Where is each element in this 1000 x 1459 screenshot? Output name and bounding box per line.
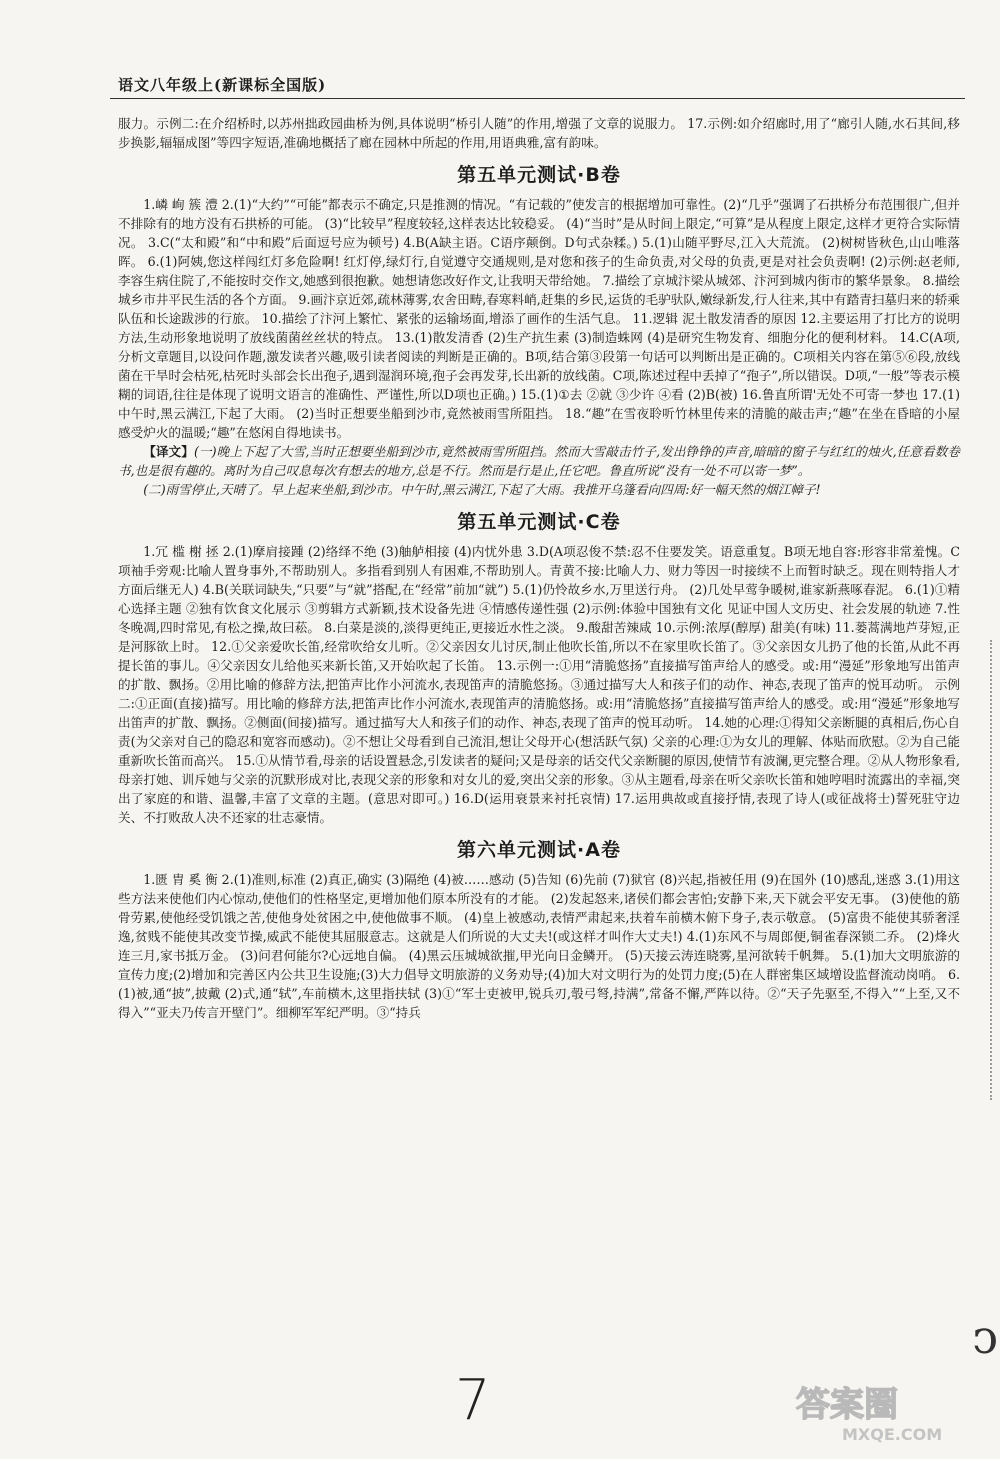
translation-paragraph <box>118 442 960 480</box>
paragraph: 1.冗 槛 榭 拯 2.(1)摩肩接踵 (2)络绎不绝 (3)舳舻相接 (4)内忧外患 3.D(A项忍俊不禁:忍不住要发笑。语意重复。B项无地自容:形容非常羞愧。C项袖手旁观:比喻人置身事外,不帮助别人。多指看到别人有困难,不帮助别人。青黄不接:比喻人力、财力等因一时接续不上而暂时缺乏。现在则特指人才方面后继无人) 4.B(关联词缺失,“只要”与“就”搭配,在“经常”前加“就”) 5.(1)仍怜故乡水,万里送行舟。 (2)几处早莺争暖树,谁家新燕啄春泥。 6.(1)①精心选择主题 ②独有饮食文化展示 ③剪辑方式新颖,技术设备先进 ④情感传递性强 (2)示例:体验中国独有文化 见证中国人文历史、社会发展的轨迹 7.性冬晚凋,四时常见,有松之操,故曰菘。 8.白菜是淡的,淡得更纯正,更接近水性之淡。 9.酸甜苦辣咸 10.示例:浓厚(醇厚) 甜美(有味) 11.蒌蒿满地芦芽短,正是河豚欲上时。 12.①父亲爱吹长笛,经常吹给女儿听。②父亲因女儿讨厌,制止他吹长笛,所以不在家里吹长笛了。③父亲因女儿扔了他的长笛,从此不再提长笛的事儿。④父亲因女儿给他买来新长笛,又开始吹起了长笛。 13.示例一:①用“清脆悠扬”直接描写笛声给人的感受。或:用“漫延”形象地写出笛声的扩散、飘扬。②用比喻的修辞方法,把笛声比作小河流水,表现笛声的清脆悠扬。③通过描写大人和孩子们的动作、神态,表现了笛声的悦耳动听。 示例二:①正面(直接)描写。用比喻的修辞方法,把笛声比作小河流水,表现笛声的清脆悠扬。或:用“清脆悠扬”直接描写笛声给人的感受。或:用“漫延”形象地写出笛声的扩散、飘扬。②侧面(间接)描写。通过描写大人和孩子们的动作、神态,表现了笛声的悦耳动听。 14.她的心理:①得知父亲断腿的真相后,伤心自责(为父亲对自己的隐忍和宽容而感动)。②不想让父母看到自己流泪,想让父母开心(想活跃气氛) 父亲的心理:①为女儿的理解、体贴而欣慰。②为自己能重新吹长笛而高兴。 15.①从情节看,母亲的话设置悬念,引发读者的疑问;又是母亲的话交代父亲断腿的原因,使情节有波澜,更完整合理。②从人物形象看,母亲打她、训斥她与父亲的沉默形成对比,表现父亲的形象和对女儿的爱,突出父亲的形象。③从主题看,母亲在听父亲吹长笛和她哼唱时流露出的幸福,突出了家庭的和谐、温馨,丰富了文章的主题。(意思对即可。) 16.D(运用衰景来衬托哀情) 17.运用典故或直接抒情,表现了诗人(或征战将士)誓死驻守边关、不打败敌人决不还家的壮志豪情。 <box>118 544 960 825</box>
paragraph: 服力。示例二:在介绍桥时,以苏州拙政园曲桥为例,具体说明“桥引人随”的作用,增强了文章的说服力。 17.示例:如介绍廊时,用了“廊引人随,水石其间,移步换影,辐辐成图”等四字短语,准确地概括了廊在园林中所起的作用,用语典雅,富有韵味。 <box>118 116 960 150</box>
watermark-text: 答案圈 <box>796 1385 898 1425</box>
paragraph: 1.嶙 峋 簇 澧 2.(1)“大约”“可能”都表示不确定,只是推测的情况。“有记载的”使发言的根据增加可靠性。(2)“几乎”强调了石拱桥分布范围很广,但并不排除有的地方没有石拱桥的可能。 (3)“比较早”程度较轻,这样表达比较稳妥。 (4)“当时”是从时间上限定,“可算”是从程度上限定,这样才更符合实际情况。 3.C(“太和殿”和“中和殿”后面逗号应为顿号) 4.B(A缺主语。C语序颠倒。D句式杂糅。) 5.(1)山随平野尽,江入大荒流。 (2)树树皆秋色,山山唯落晖。 6.(1)阿姨,您这样闯红灯多危险啊! 红灯停,绿灯行,自觉遵守交通规则,是对您和孩子的生命负责,对父母的负责,更是对社会负责啊! (2)示例:赵老师,李容生病住院了,不能按时交作文,她感到很抱歉。她想请您改好作文,让我明天带给她。 7.描绘了京城汴梁从城郊、汴河到城内街市的繁华景象。 8.描绘城乡市井平民生活的各个方面。 9.画汴京近郊,疏林薄雾,农舍田畴,春寒料峭,赶集的乡民,运货的毛驴驮队,嫩绿新发,行人往来,其中有踏青扫墓归来的轿乘队伍和长途跋涉的行旅。 10.描绘了汴河上繁忙、紧张的运输场面,增添了画作的生活气息。 11.逻辑 泥土散发清香的原因 12.主要运用了打比方的说明方法,生动形象地说明了放线菌菌丝丝状的特点。 13.(1)散发清香 (2)生产抗生素 (3)制造蛛网 (4)是研究生物发育、细胞分化的便利材料。 14.C(A项,分析文章题目,以设问作题,激发读者兴趣,吸引读者阅读的判断是正确的。B项,结合第③段第一句话可以判断出是正确的。C项相关内容在第⑤⑥段,放线菌在干旱时会枯死,枯死时头部会长出孢子,遇到湿润环境,孢子会再发芽,长出新的放线菌。C项,陈述过程中丢掉了“孢子”,所以错误。D项,“一般”等表示模糊的词语,往往是体现了说明文语言的准确性、严谨性,所以D项也正确。) 15.(1)①去 ②就 ③少许 ④看 (2)B(被) 16.鲁直所谓'无处不可寄一梦也 17.(1)中午时,黑云满江,下起了大雨。 (2)当时正想要坐船到沙市,竟然被雨雪所阻挡。 18.“趣”在雪夜聆听竹林里传来的清脆的敲击声;“趣”在坐在昏暗的小屋感受炉火的温暖;“趣”在悠闲自得地读书。 <box>118 197 960 440</box>
section-unit5-c <box>118 513 960 827</box>
section-title: 第六单元测试·A卷 <box>457 839 621 861</box>
section-unit6-a <box>118 841 960 1022</box>
binding-dots <box>982 640 992 1100</box>
translation-paragraph: (二)雨雪停止,天晴了。早上起来坐船,到沙市。中午时,黑云满江,下起了大雨。我推开乌篷看向四周:好一幅天然的烟江幛子! <box>143 482 821 497</box>
section-unit5-b <box>118 166 960 499</box>
section-title: 第五单元测试·C卷 <box>457 511 621 533</box>
running-header: 语文八年级上(新课标全国版) <box>118 76 327 94</box>
section-continuation <box>118 114 960 152</box>
scribble-mark: ↄ <box>972 1310 998 1364</box>
watermark-url: MXQE.COM <box>842 1425 943 1444</box>
translation-label: 【译文】 <box>143 444 194 459</box>
watermark-logo <box>790 1380 980 1446</box>
translation-text: (一)晚上下起了大雪,当时正想要坐船到沙市,竟然被雨雪所阻挡。然而大雪敲击竹子,发出铮铮的声音,暗暗的窗子与红红的烛火,任意看数卷书,也是很有趣的。离时为自己叹息每次有想去的地方,总是不行。然而是行是止,任它吧。鲁直所说“没有一处不可以寄一梦”。 <box>118 444 961 478</box>
watermark-graphic <box>790 1380 980 1446</box>
page-number: 7 <box>455 1368 491 1433</box>
section-title: 第五单元测试·B卷 <box>457 164 621 186</box>
paragraph: 1.匮 胄 奚 衡 2.(1)准则,标准 (2)真正,确实 (3)隔绝 (4)被……感动 (5)告知 (6)先前 (7)狱官 (8)兴起,指被任用 (9)在国外 (10)感乱,迷惑 3.(1)用这些方法来使他们内心惊动,使他们的性格坚定,更增加他们原本所没有的才能。 (2)发起怒来,诸侯们都会害怕;安静下来,天下就会平安无事。 (3)使他的筋骨劳累,使他经受饥饿之苦,使他身处贫困之中,使他做事不顺。 (4)皇上被感动,表情严肃起来,扶着车前横木俯下身子,表示敬意。 (5)富贵不能使其骄奢淫逸,贫贱不能使其改变节操,威武不能使其屈服意志。这就是人们所说的大丈夫!(或这样才叫作大丈夫!) 4.(1)东风不与周郎便,铜雀春深锁二乔。 (2)烽火连三月,家书抵万金。 (3)问君何能尔?心远地自偏。 (4)黑云压城城欲摧,甲光向日金鳞开。 (5)天接云涛连晓雾,星河欲转千帆舞。 5.(1)加大文明旅游的宣传力度;(2)增加和完善区内公共卫生设施;(3)大力倡导文明旅游的义务劝导;(4)加大对文明行为的处罚力度;(5)在人群密集区域增设监督流动岗哨。 6.(1)被,通“披”,披戴 (2)式,通“轼”,车前横木,这里指扶轼 (3)①“军士吏被甲,锐兵刃,彀弓弩,持满”,常备不懈,严阵以待。②“天子先驱至,不得入”“上至,又不得入”“亚夫乃传言开壁门”。细柳军军纪严明。③“持兵 <box>118 872 960 1020</box>
answer-content <box>118 114 960 1022</box>
header-rule <box>110 98 965 99</box>
